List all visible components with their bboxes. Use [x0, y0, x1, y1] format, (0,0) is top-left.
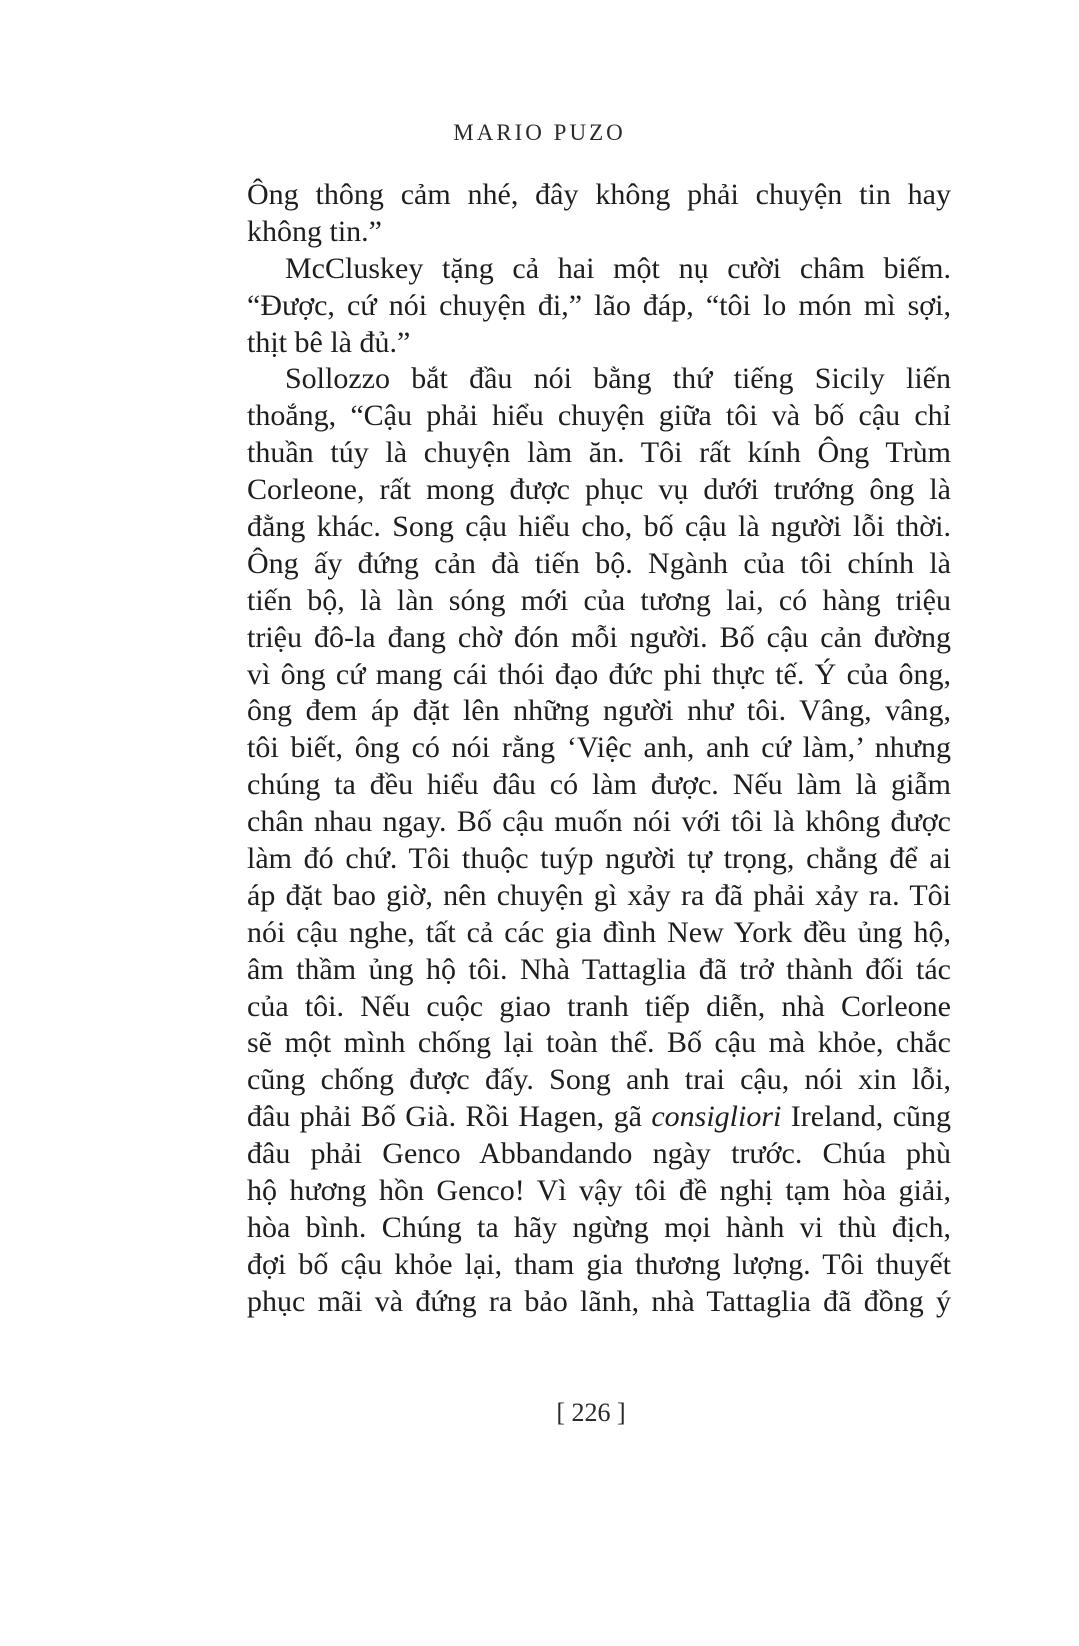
text-line: Corleone, rất mong được phục vụ dưới trướng ông là: [247, 473, 951, 507]
text-line: đâu phải Genco Abbandando ngày trước. Chúa phù: [247, 1137, 951, 1171]
text-line: ông đem áp đặt lên những người như tôi. Vâng, vâng,: [247, 694, 951, 728]
paragraph-3: [247, 361, 951, 1320]
text-line: hòa bình. Chúng ta hãy ngừng mọi hành vi thù địch,: [247, 1210, 951, 1244]
text-segment: đâu phải Bố Già. Rồi Hagen, gã: [247, 1100, 652, 1134]
text-line: vì ông cứ mang cái thói đạo đức phi thực tế. Ý của ông,: [247, 657, 951, 691]
text-line: chân nhau ngay. Bố cậu muốn nói với tôi là không được: [247, 805, 951, 839]
text-line: Ông ấy đứng cản đà tiến bộ. Ngành của tôi chính là: [247, 546, 951, 580]
text-line: âm thầm ủng hộ tôi. Nhà Tattaglia đã trở thành đối tác: [247, 952, 951, 986]
text-line: thuần túy là chuyện làm ăn. Tôi rất kính Ông Trùm: [247, 436, 951, 470]
paragraph-2: [247, 251, 951, 362]
text-line: thịt bê là đủ.”: [247, 325, 411, 359]
body-text: [247, 177, 951, 1321]
text-line: “Được, cứ nói chuyện đi,” lão đáp, “tôi lo món mì sợi,: [247, 288, 951, 322]
running-header-author: MARIO PUZO: [453, 120, 626, 145]
text-line: làm đó chứ. Tôi thuộc tuýp người tự trọng, chẳng để ai: [247, 842, 951, 876]
text-line: chúng ta đều hiểu đâu có làm được. Nếu làm là giẫm: [247, 768, 951, 802]
text-line: phục mãi và đứng ra bảo lãnh, nhà Tattaglia đã đồng ý: [247, 1284, 951, 1318]
text-line: Sollozzo bắt đầu nói bằng thứ tiếng Sicily liến: [285, 362, 951, 396]
text-line: tiến bộ, là làn sóng mới của tương lai, có hàng triệu: [247, 583, 951, 617]
text-line: hộ hương hồn Genco! Vì vậy tôi đề nghị tạm hòa giải,: [247, 1174, 951, 1208]
text-line: không tin.”: [247, 214, 382, 248]
paragraph-1: [247, 177, 951, 251]
page-number: [ 226 ]: [556, 1398, 626, 1427]
text-segment: Ireland, cũng: [781, 1100, 951, 1134]
text-line: của tôi. Nếu cuộc giao tranh tiếp diễn, nhà Corleone: [247, 989, 951, 1023]
text-line: tôi biết, ông có nói rằng ‘Việc anh, anh cứ làm,’ nhưng: [247, 731, 951, 765]
text-line: nói cậu nghe, tất cả các gia đình New York đều ủng hộ,: [247, 915, 951, 949]
text-line: Ông thông cảm nhé, đây không phải chuyện tin hay: [247, 178, 951, 211]
text-line: cũng chống được đấy. Song anh trai cậu, nói xin lỗi,: [247, 1063, 951, 1097]
text-line: [247, 1099, 951, 1136]
text-line: đằng khác. Song cậu hiểu cho, bố cậu là người lỗi thời.: [247, 510, 951, 544]
text-line: áp đặt bao giờ, nên chuyện gì xảy ra đã phải xảy ra. Tôi: [247, 878, 951, 912]
text-line: thoắng, “Cậu phải hiểu chuyện giữa tôi và bố cậu chỉ: [247, 399, 951, 433]
text-line: triệu đô-la đang chờ đón mỗi người. Bố cậu cản đường: [247, 620, 951, 654]
text-line: McCluskey tặng cả hai một nụ cười châm biếm.: [285, 251, 951, 285]
italic-term-consigliori: consigliori: [651, 1100, 782, 1134]
text-line: sẽ một mình chống lại toàn thể. Bố cậu mà khỏe, chắc: [247, 1026, 951, 1060]
text-line: đợi bố cậu khỏe lại, tham gia thương lượng. Tôi thuyết: [247, 1247, 951, 1281]
